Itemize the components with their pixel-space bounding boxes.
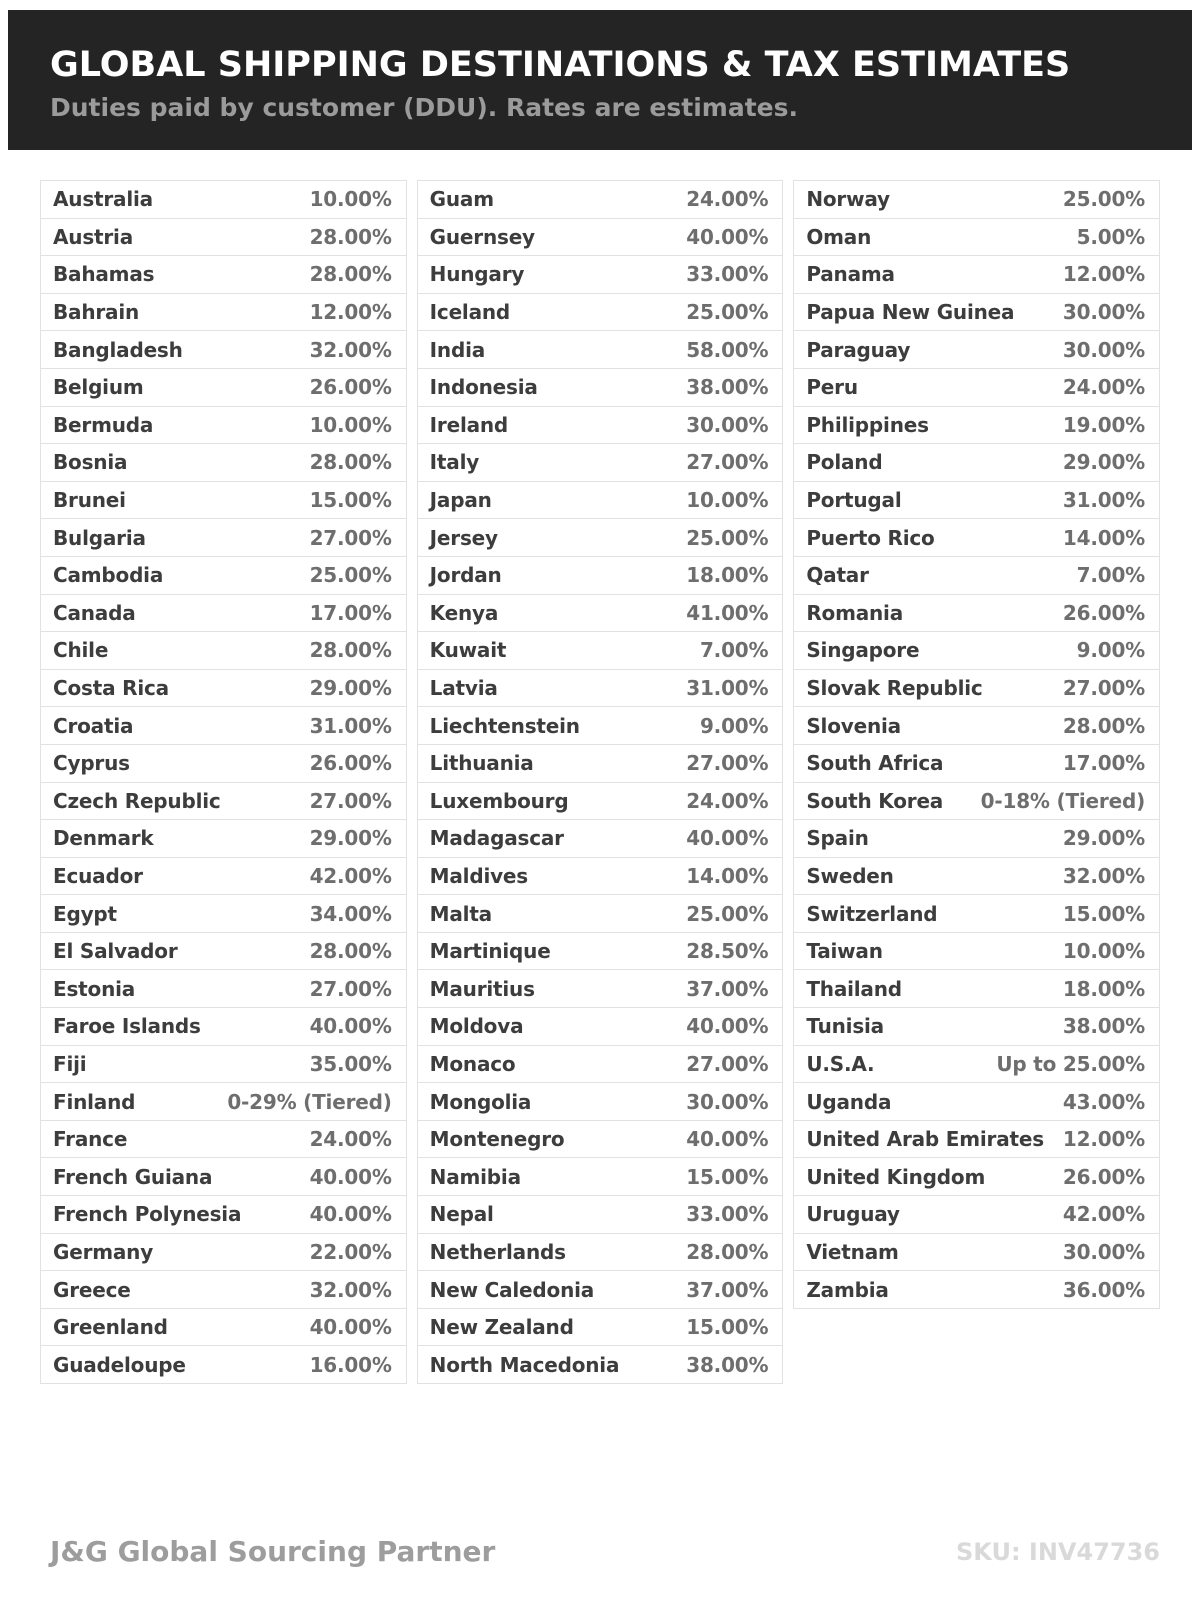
table-row xyxy=(40,857,407,896)
table-row xyxy=(417,894,784,933)
country-name: Faroe Islands xyxy=(53,1014,201,1039)
table-row xyxy=(417,180,784,219)
country-name: South Africa xyxy=(806,751,944,776)
country-name: Oman xyxy=(806,224,872,249)
tax-rate: 7.00% xyxy=(1076,563,1146,588)
table-row xyxy=(793,1233,1160,1272)
country-name: Bulgaria xyxy=(53,525,146,550)
table-row xyxy=(40,518,407,557)
tax-rate: 9.00% xyxy=(699,713,769,738)
tax-rate: 35.00% xyxy=(309,1051,392,1076)
country-name: New Zealand xyxy=(429,1315,574,1340)
country-name: Qatar xyxy=(806,563,869,588)
tax-rate: 12.00% xyxy=(1062,1127,1146,1152)
tax-rate: 17.00% xyxy=(309,600,392,625)
tax-rate: 34.00% xyxy=(309,901,392,926)
tax-rate: 27.00% xyxy=(1062,676,1146,701)
tax-rate: 28.00% xyxy=(309,224,392,249)
country-name: Japan xyxy=(429,488,492,513)
country-name: Fiji xyxy=(53,1051,87,1076)
table-row xyxy=(417,1270,784,1309)
tax-rate: 40.00% xyxy=(309,1202,392,1227)
table-row xyxy=(40,1045,407,1084)
country-name: Canada xyxy=(53,600,136,625)
tax-rate: 25.00% xyxy=(686,525,769,550)
country-name: Guadeloupe xyxy=(53,1352,186,1377)
tax-rate: 41.00% xyxy=(686,600,769,625)
table-row xyxy=(40,969,407,1008)
country-name: Papua New Guinea xyxy=(806,300,1015,325)
table-row xyxy=(793,1120,1160,1159)
tax-rate: 30.00% xyxy=(1062,300,1146,325)
country-name: Mongolia xyxy=(429,1089,532,1114)
country-name: Sweden xyxy=(806,863,894,888)
country-name: Brunei xyxy=(53,488,126,513)
tax-rate: 43.00% xyxy=(1062,1089,1146,1114)
tax-rate: 30.00% xyxy=(686,412,769,437)
tax-rate: 15.00% xyxy=(686,1315,769,1340)
table-row xyxy=(793,857,1160,896)
table-row xyxy=(417,556,784,595)
table-row xyxy=(793,1045,1160,1084)
table-row xyxy=(793,932,1160,971)
tax-rate: 40.00% xyxy=(686,826,769,851)
tax-rate: 38.00% xyxy=(1062,1014,1146,1039)
country-name: Chile xyxy=(53,638,109,663)
country-name: Norway xyxy=(806,187,890,212)
shipping-rates-table xyxy=(40,180,1160,1384)
table-row xyxy=(793,594,1160,633)
rates-column-2 xyxy=(417,180,784,1384)
table-row xyxy=(417,330,784,369)
country-name: Belgium xyxy=(53,375,144,400)
table-row xyxy=(793,631,1160,670)
table-row xyxy=(417,368,784,407)
table-row xyxy=(417,255,784,294)
tax-rate: 37.00% xyxy=(686,976,769,1001)
tax-rate: 28.00% xyxy=(686,1239,769,1264)
country-name: Uganda xyxy=(806,1089,892,1114)
country-name: Denmark xyxy=(53,826,154,851)
table-row xyxy=(793,1195,1160,1234)
tax-rate: 32.00% xyxy=(309,1277,392,1302)
country-name: Italy xyxy=(429,450,480,475)
country-name: Germany xyxy=(53,1239,154,1264)
country-name: Ireland xyxy=(429,412,509,437)
tax-rate: 0-18% (Tiered) xyxy=(980,788,1146,813)
tax-rate: 40.00% xyxy=(686,224,769,249)
table-row xyxy=(417,782,784,821)
country-name: Slovenia xyxy=(806,713,901,738)
tax-rate: 40.00% xyxy=(309,1164,392,1189)
footer xyxy=(40,1535,1160,1568)
table-row xyxy=(40,406,407,445)
country-name: Romania xyxy=(806,600,904,625)
country-name: Switzerland xyxy=(806,901,938,926)
table-row xyxy=(40,631,407,670)
sku-label: SKU: INV47736 xyxy=(956,1537,1160,1566)
table-row xyxy=(40,481,407,520)
tax-rate: 10.00% xyxy=(309,187,392,212)
country-name: Liechtenstein xyxy=(429,713,580,738)
tax-rate: 32.00% xyxy=(1062,863,1146,888)
tax-rate: 40.00% xyxy=(309,1014,392,1039)
tax-rate: 12.00% xyxy=(1062,262,1146,287)
page-title: GLOBAL SHIPPING DESTINATIONS & TAX ESTIMATES xyxy=(50,45,1071,85)
country-name: Paraguay xyxy=(806,337,911,362)
tax-rate: 16.00% xyxy=(309,1352,392,1377)
tax-rate: 27.00% xyxy=(686,751,769,776)
table-row xyxy=(793,443,1160,482)
tax-rate: 25.00% xyxy=(1062,187,1146,212)
table-row xyxy=(40,706,407,745)
country-name: Namibia xyxy=(429,1164,521,1189)
tax-rate: 29.00% xyxy=(309,676,392,701)
tax-rate: 27.00% xyxy=(686,1051,769,1076)
table-row xyxy=(793,744,1160,783)
table-row xyxy=(40,1308,407,1347)
country-name: Cyprus xyxy=(53,751,130,776)
tax-rate: 58.00% xyxy=(686,337,769,362)
tax-rate: 10.00% xyxy=(309,412,392,437)
country-name: Taiwan xyxy=(806,939,883,964)
tax-rate: 28.00% xyxy=(1062,713,1146,738)
table-row xyxy=(417,293,784,332)
table-row xyxy=(40,669,407,708)
tax-rate: 27.00% xyxy=(309,976,392,1001)
rates-column-3 xyxy=(793,180,1160,1309)
tax-rate: 30.00% xyxy=(686,1089,769,1114)
tax-rate: 31.00% xyxy=(686,676,769,701)
tax-rate: 28.00% xyxy=(309,450,392,475)
country-name: Singapore xyxy=(806,638,920,663)
country-name: Bosnia xyxy=(53,450,128,475)
country-name: Czech Republic xyxy=(53,788,221,813)
tax-rate: 24.00% xyxy=(686,788,769,813)
tax-rate: 19.00% xyxy=(1062,412,1146,437)
table-row xyxy=(40,180,407,219)
table-row xyxy=(793,1007,1160,1046)
table-row xyxy=(40,1270,407,1309)
tax-rate: 26.00% xyxy=(309,375,392,400)
table-row xyxy=(40,1120,407,1159)
table-row xyxy=(417,857,784,896)
table-row xyxy=(793,518,1160,557)
table-row xyxy=(417,594,784,633)
tax-rate: 27.00% xyxy=(686,450,769,475)
table-row xyxy=(40,293,407,332)
table-row xyxy=(793,481,1160,520)
table-row xyxy=(417,406,784,445)
country-name: Montenegro xyxy=(429,1127,565,1152)
tax-rate: 17.00% xyxy=(1062,751,1146,776)
table-row xyxy=(417,744,784,783)
rates-column-1 xyxy=(40,180,407,1384)
country-name: Vietnam xyxy=(806,1239,899,1264)
table-row xyxy=(40,1157,407,1196)
table-row xyxy=(417,1345,784,1384)
table-row xyxy=(793,1082,1160,1121)
country-name: Latvia xyxy=(429,676,498,701)
tax-rate: 24.00% xyxy=(686,187,769,212)
country-name: Nepal xyxy=(429,1202,494,1227)
table-row xyxy=(40,1345,407,1384)
tax-rate: 30.00% xyxy=(1062,337,1146,362)
country-name: Netherlands xyxy=(429,1239,566,1264)
country-name: Estonia xyxy=(53,976,136,1001)
table-row xyxy=(793,1157,1160,1196)
table-row xyxy=(40,594,407,633)
table-row xyxy=(417,518,784,557)
country-name: Spain xyxy=(806,826,869,851)
tax-rate: Up to 25.00% xyxy=(996,1051,1146,1076)
country-name: Madagascar xyxy=(429,826,564,851)
table-row xyxy=(40,932,407,971)
tax-rate: 26.00% xyxy=(1062,600,1146,625)
table-row xyxy=(417,1007,784,1046)
tax-rate: 18.00% xyxy=(686,563,769,588)
header-banner xyxy=(8,10,1192,150)
table-row xyxy=(793,669,1160,708)
tax-rate: 28.00% xyxy=(309,262,392,287)
country-name: United Arab Emirates xyxy=(806,1127,1044,1152)
table-row xyxy=(417,1233,784,1272)
tax-rate: 33.00% xyxy=(686,1202,769,1227)
country-name: Croatia xyxy=(53,713,134,738)
country-name: Hungary xyxy=(429,262,525,287)
table-row xyxy=(793,706,1160,745)
country-name: North Macedonia xyxy=(429,1352,620,1377)
tax-rate: 25.00% xyxy=(309,563,392,588)
table-row xyxy=(417,706,784,745)
table-row xyxy=(417,631,784,670)
country-name: Costa Rica xyxy=(53,676,169,701)
country-name: Jersey xyxy=(429,525,498,550)
table-row xyxy=(40,330,407,369)
country-name: Zambia xyxy=(806,1277,889,1302)
country-name: U.S.A. xyxy=(806,1051,875,1076)
tax-rate: 32.00% xyxy=(309,337,392,362)
country-name: Indonesia xyxy=(429,375,538,400)
table-row xyxy=(793,819,1160,858)
country-name: New Caledonia xyxy=(429,1277,595,1302)
country-name: Mauritius xyxy=(429,976,535,1001)
country-name: Malta xyxy=(429,901,492,926)
country-name: Guernsey xyxy=(429,224,535,249)
country-name: Jordan xyxy=(429,563,502,588)
table-row xyxy=(417,1195,784,1234)
tax-rate: 37.00% xyxy=(686,1277,769,1302)
tax-rate: 26.00% xyxy=(1062,1164,1146,1189)
table-row xyxy=(793,218,1160,257)
tax-rate: 15.00% xyxy=(686,1164,769,1189)
table-row xyxy=(40,368,407,407)
country-name: Thailand xyxy=(806,976,902,1001)
tax-rate: 15.00% xyxy=(309,488,392,513)
country-name: Egypt xyxy=(53,901,117,926)
tax-rate: 42.00% xyxy=(1062,1202,1146,1227)
tax-rate: 27.00% xyxy=(309,788,392,813)
table-row xyxy=(793,782,1160,821)
tax-rate: 28.50% xyxy=(686,939,769,964)
tax-rate: 29.00% xyxy=(309,826,392,851)
table-row xyxy=(40,1195,407,1234)
tax-rate: 40.00% xyxy=(686,1127,769,1152)
table-row xyxy=(417,1082,784,1121)
table-row xyxy=(417,1308,784,1347)
country-name: Panama xyxy=(806,262,895,287)
table-row xyxy=(793,556,1160,595)
tax-rate: 29.00% xyxy=(1062,450,1146,475)
country-name: French Polynesia xyxy=(53,1202,242,1227)
tax-rate: 7.00% xyxy=(699,638,769,663)
table-row xyxy=(40,556,407,595)
table-row xyxy=(793,894,1160,933)
tax-rate: 40.00% xyxy=(686,1014,769,1039)
brand-name: J&G Global Sourcing Partner xyxy=(50,1535,496,1568)
country-name: Lithuania xyxy=(429,751,534,776)
country-name: Guam xyxy=(429,187,494,212)
country-name: Iceland xyxy=(429,300,511,325)
country-name: Poland xyxy=(806,450,883,475)
country-name: Bahrain xyxy=(53,300,140,325)
country-name: El Salvador xyxy=(53,939,178,964)
tax-rate: 27.00% xyxy=(309,525,392,550)
country-name: Peru xyxy=(806,375,858,400)
table-row xyxy=(417,1045,784,1084)
tax-rate: 25.00% xyxy=(686,901,769,926)
tax-rate: 38.00% xyxy=(686,375,769,400)
table-row xyxy=(417,819,784,858)
tax-rate: 25.00% xyxy=(686,300,769,325)
tax-rate: 31.00% xyxy=(309,713,392,738)
country-name: Australia xyxy=(53,187,153,212)
table-row xyxy=(793,293,1160,332)
country-name: India xyxy=(429,337,486,362)
table-row xyxy=(40,443,407,482)
table-row xyxy=(793,1270,1160,1309)
country-name: Monaco xyxy=(429,1051,516,1076)
tax-rate: 38.00% xyxy=(686,1352,769,1377)
country-name: Bermuda xyxy=(53,412,154,437)
table-row xyxy=(417,1157,784,1196)
tax-rate: 22.00% xyxy=(309,1239,392,1264)
tax-rate: 26.00% xyxy=(309,751,392,776)
country-name: Puerto Rico xyxy=(806,525,935,550)
tax-rate: 40.00% xyxy=(309,1315,392,1340)
country-name: Ecuador xyxy=(53,863,143,888)
country-name: Bahamas xyxy=(53,262,155,287)
tax-rate: 29.00% xyxy=(1062,826,1146,851)
country-name: Kenya xyxy=(429,600,499,625)
table-row xyxy=(793,330,1160,369)
country-name: Moldova xyxy=(429,1014,524,1039)
table-row xyxy=(793,368,1160,407)
tax-rate: 10.00% xyxy=(686,488,769,513)
country-name: Portugal xyxy=(806,488,902,513)
tax-rate: 14.00% xyxy=(686,863,769,888)
tax-rate: 30.00% xyxy=(1062,1239,1146,1264)
tax-rate: 10.00% xyxy=(1062,939,1146,964)
country-name: South Korea xyxy=(806,788,944,813)
table-row xyxy=(793,180,1160,219)
country-name: France xyxy=(53,1127,128,1152)
table-row xyxy=(793,406,1160,445)
table-row xyxy=(40,1007,407,1046)
table-row xyxy=(417,1120,784,1159)
country-name: Luxembourg xyxy=(429,788,569,813)
tax-rate: 24.00% xyxy=(309,1127,392,1152)
table-row xyxy=(40,218,407,257)
tax-rate: 33.00% xyxy=(686,262,769,287)
table-row xyxy=(40,255,407,294)
country-name: Philippines xyxy=(806,412,929,437)
table-row xyxy=(417,669,784,708)
table-row xyxy=(417,481,784,520)
table-row xyxy=(417,443,784,482)
country-name: Uruguay xyxy=(806,1202,900,1227)
table-row xyxy=(417,969,784,1008)
country-name: United Kingdom xyxy=(806,1164,986,1189)
table-row xyxy=(793,969,1160,1008)
tax-rate: 15.00% xyxy=(1062,901,1146,926)
tax-rate: 14.00% xyxy=(1062,525,1146,550)
table-row xyxy=(40,1082,407,1121)
table-row xyxy=(40,782,407,821)
table-row xyxy=(40,894,407,933)
country-name: French Guiana xyxy=(53,1164,213,1189)
country-name: Greece xyxy=(53,1277,131,1302)
tax-rate: 28.00% xyxy=(309,939,392,964)
country-name: Cambodia xyxy=(53,563,164,588)
tax-rate: 9.00% xyxy=(1076,638,1146,663)
country-name: Finland xyxy=(53,1089,136,1114)
tax-rate: 28.00% xyxy=(309,638,392,663)
tax-rate: 5.00% xyxy=(1076,224,1146,249)
tax-rate: 31.00% xyxy=(1062,488,1146,513)
table-row xyxy=(793,255,1160,294)
table-row xyxy=(40,819,407,858)
tax-rate: 18.00% xyxy=(1062,976,1146,1001)
page-subtitle: Duties paid by customer (DDU). Rates are estimates. xyxy=(50,93,798,122)
tax-rate: 0-29% (Tiered) xyxy=(227,1089,392,1114)
country-name: Martinique xyxy=(429,939,551,964)
tax-rate: 42.00% xyxy=(309,863,392,888)
tax-rate: 24.00% xyxy=(1062,375,1146,400)
country-name: Tunisia xyxy=(806,1014,884,1039)
country-name: Bangladesh xyxy=(53,337,183,362)
tax-rate: 36.00% xyxy=(1062,1277,1146,1302)
country-name: Slovak Republic xyxy=(806,676,983,701)
table-row xyxy=(40,744,407,783)
country-name: Maldives xyxy=(429,863,529,888)
table-row xyxy=(417,932,784,971)
table-row xyxy=(40,1233,407,1272)
table-row xyxy=(417,218,784,257)
country-name: Kuwait xyxy=(429,638,507,663)
country-name: Austria xyxy=(53,224,133,249)
country-name: Greenland xyxy=(53,1315,168,1340)
tax-rate: 12.00% xyxy=(309,300,392,325)
